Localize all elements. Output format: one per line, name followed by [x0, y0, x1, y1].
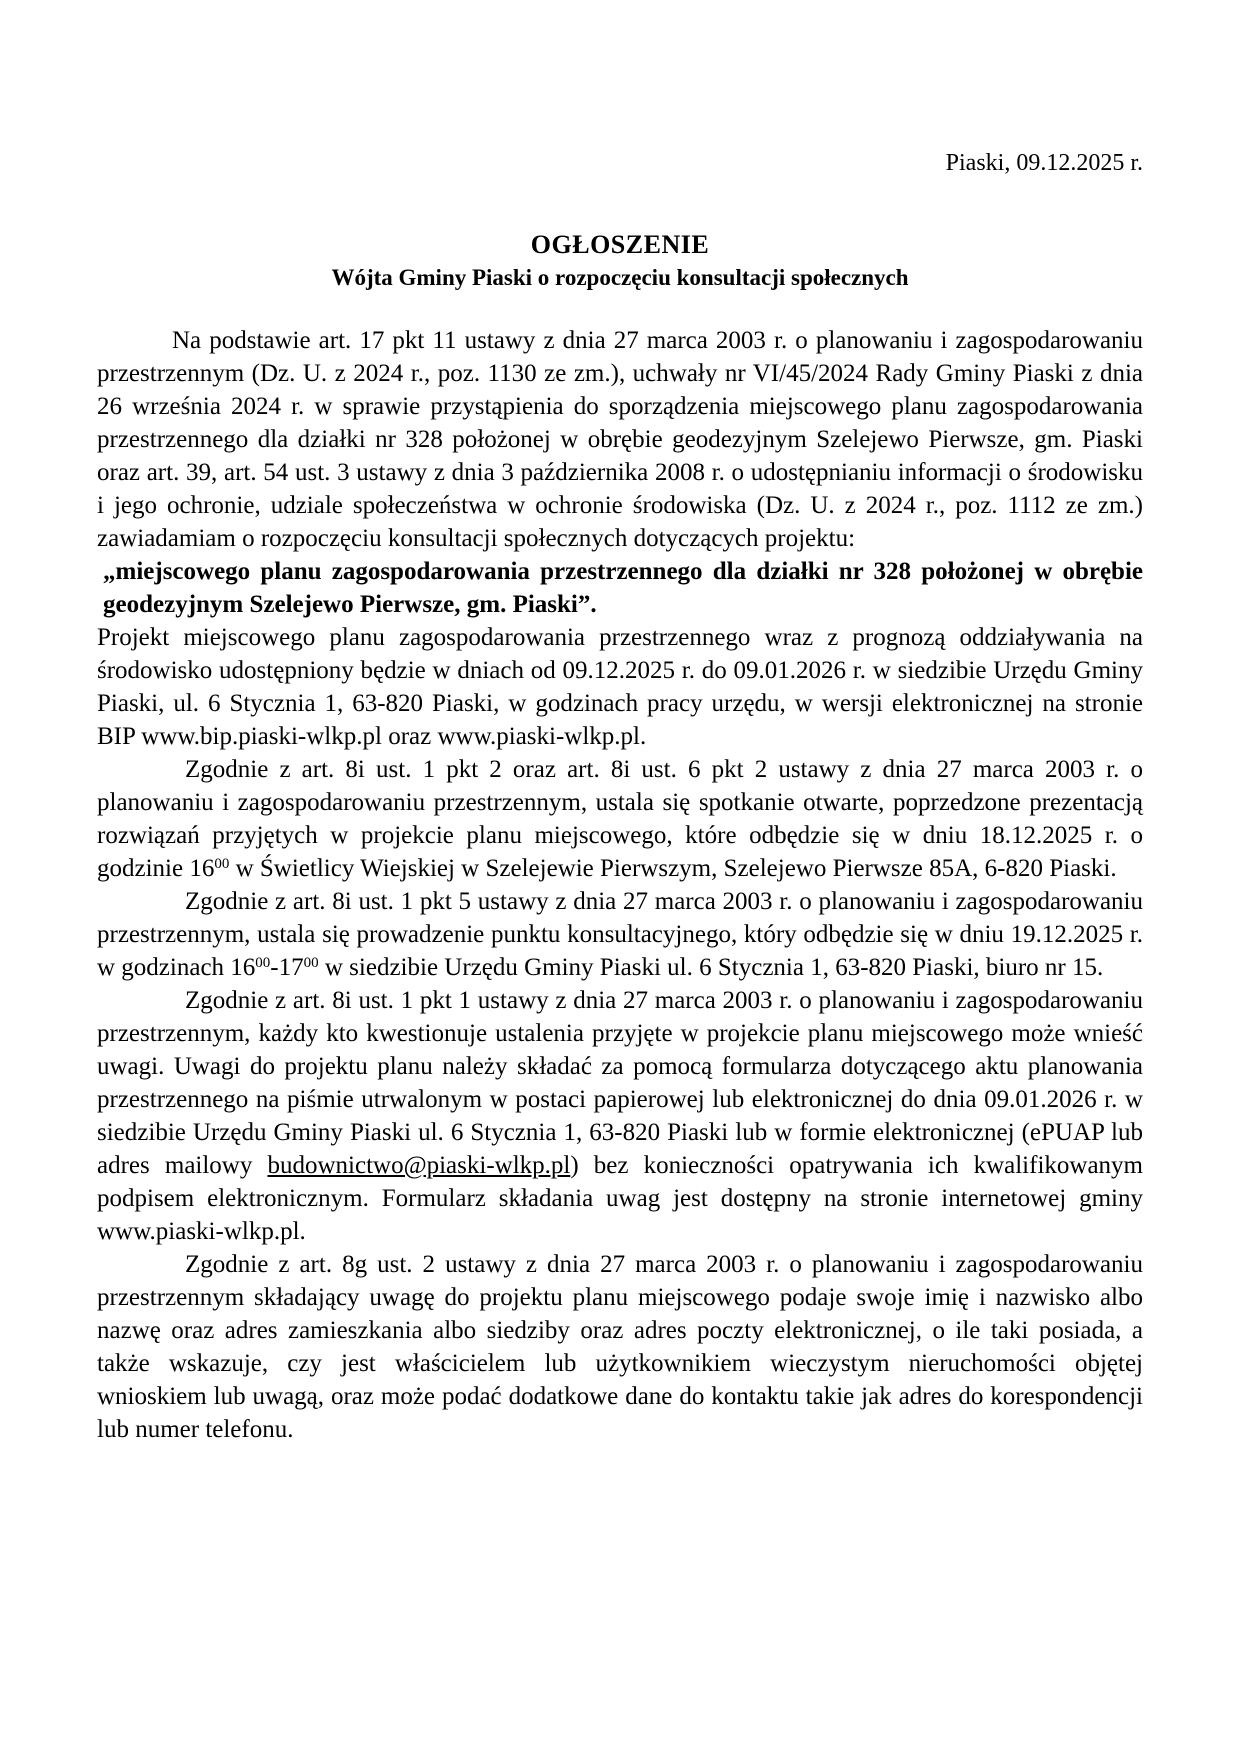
superscript-hour: 00 — [303, 954, 319, 971]
text-run: Zgodnie z art. 8g ust. 2 ustawy z dnia 27 marca 2003 r. o planowaniu i zagospodarowaniu przestrzennym składający uwagę do projektu planu miejscowego podaje swoje imię i nazwisko albo nazwę oraz adres zamieszkania albo siedziby oraz adres poczty elektronicznej, o ile taki posiada, a także wskazuje, czy jest właścicielem lub użytkownikiem wieczystym nieruchomości objętej wnioskiem lub uwagą, oraz może podać dodatkowe dane do kontaktu takie jak adres do korespondencji lub numer telefonu. — [97, 1251, 1143, 1443]
text-run: „miejscowego planu zagospodarowania przestrzennego dla działki nr 328 położonej w obrębie geodezyjnym Szelejewo Pierwsze, gm. Piaski”. — [103, 558, 1143, 618]
text-run: Zgodnie z art. 8i ust. 1 pkt 1 ustawy z dnia 27 marca 2003 r. o planowaniu i zagospodarowaniu przestrzennym, każdy kto kwestionuje ustalenia przyjęte w projekcie planu miejscowego może wnieść uwagi. Uwagi do projektu planu należy składać za pomocą formularza dotyczącego aktu planowania przestrzennego na piśmie utrwalonym w postaci papierowej lub elektronicznej do dnia 09.01.2026 r. w siedzibie Urzędu Gminy Piaski ul. 6 Stycznia 1, 63-820 Piaski lub w formie elektronicznej (ePUAP lub adres mailowy — [97, 987, 1143, 1179]
paragraph-availability — [97, 621, 1143, 753]
dateline: Piaski, 09.12.2025 r. — [945, 150, 1143, 176]
text-run: w Świetlicy Wiejskiej w Szelejewie Pierwszym, Szelejewo Pierwsze 85A, 6-820 Piaski. — [229, 855, 1117, 882]
paragraph-legal-basis — [97, 324, 1143, 555]
email-link[interactable]: budownictwo@piaski-wlkp.pl — [267, 1152, 571, 1179]
text-run: w siedzibie Urzędu Gminy Piaski ul. 6 Stycznia 1, 63-820 Piaski, biuro nr 15. — [318, 954, 1104, 981]
paragraph-open-meeting — [97, 753, 1143, 885]
paragraph-personal-data — [97, 1248, 1143, 1446]
text-run: Na podstawie art. 17 pkt 11 ustawy z dnia 27 marca 2003 r. o planowaniu i zagospodarowaniu przestrzennym (Dz. U. z 2024 r., poz. 1130 ze zm.), uchwały nr VI/45/2024 Rady Gminy Piaski z dnia 26 września 2024 r. w sprawie przystąpienia do sporządzenia miejscowego planu zagospodarowania przestrzennego dla działki nr 328 położonej w obrębie geodezyjnym Szelejewo Pierwsze, gm. Piaski oraz art. 39, art. 54 ust. 3 ustawy z dnia 3 października 2008 r. o udostępnianiu informacji o środowisku i jego ochronie, udziale społeczeństwa w ochronie środowiska (Dz. U. z 2024 r., poz. 1112 ze zm.) zawiadamiam o rozpoczęciu konsultacji społecznych dotyczących projektu: — [97, 327, 1143, 552]
text-run: Zgodnie z art. 8i ust. 1 pkt 2 oraz art. 8i ust. 6 pkt 2 ustawy z dnia 27 marca 2003 r. o planowaniu i zagospodarowaniu przestrzennym, ustala się spotkanie otwarte, poprzedzone prezentacją rozwiązań przyjętych w projekcie planu miejscowego, które odbędzie się w dniu 18.12.2025 r. o godzinie 16 — [97, 756, 1143, 882]
document-title: OGŁOSZENIE — [530, 230, 710, 259]
text-run: Projekt miejscowego planu zagospodarowania przestrzennego wraz z prognozą oddziaływania na środowisko udostępniony będzie w dniach od 09.12.2025 r. do 09.01.2026 r. w siedzibie Urzędu Gminy Piaski, ul. 6 Stycznia 1, 63-820 Piaski, w godzinach pracy urzędu, w wersji elektronicznej na stronie BIP www.bip.piaski-wlkp.pl oraz www.piaski-wlkp.pl. — [97, 624, 1143, 750]
document-subtitle: Wójta Gminy Piaski o rozpoczęciu konsultacji społecznych — [331, 265, 909, 290]
paragraph-remarks-submission — [97, 984, 1143, 1248]
text-run: Zgodnie z art. 8i ust. 1 pkt 5 ustawy z dnia 27 marca 2003 r. o planowaniu i zagospodarowaniu przestrzennym, ustala się prowadzenie punktu konsultacyjnego, który odbędzie się w dniu 19.12.2025 r. w godzinach 16 — [97, 888, 1143, 981]
text-run: ) bez konieczności opatrywania ich kwalifikowanym podpisem elektronicznym. Formularz składania uwag jest dostępny na stronie internetowej gminy www.piaski-wlkp.pl. — [97, 1152, 1143, 1245]
superscript-hour: 00 — [214, 855, 230, 872]
document-body — [97, 324, 1143, 1446]
text-run: -17 — [270, 954, 304, 981]
paragraph-plan-title-quote — [97, 555, 1143, 621]
superscript-hour: 00 — [255, 954, 271, 971]
paragraph-consultation-point — [97, 885, 1143, 984]
